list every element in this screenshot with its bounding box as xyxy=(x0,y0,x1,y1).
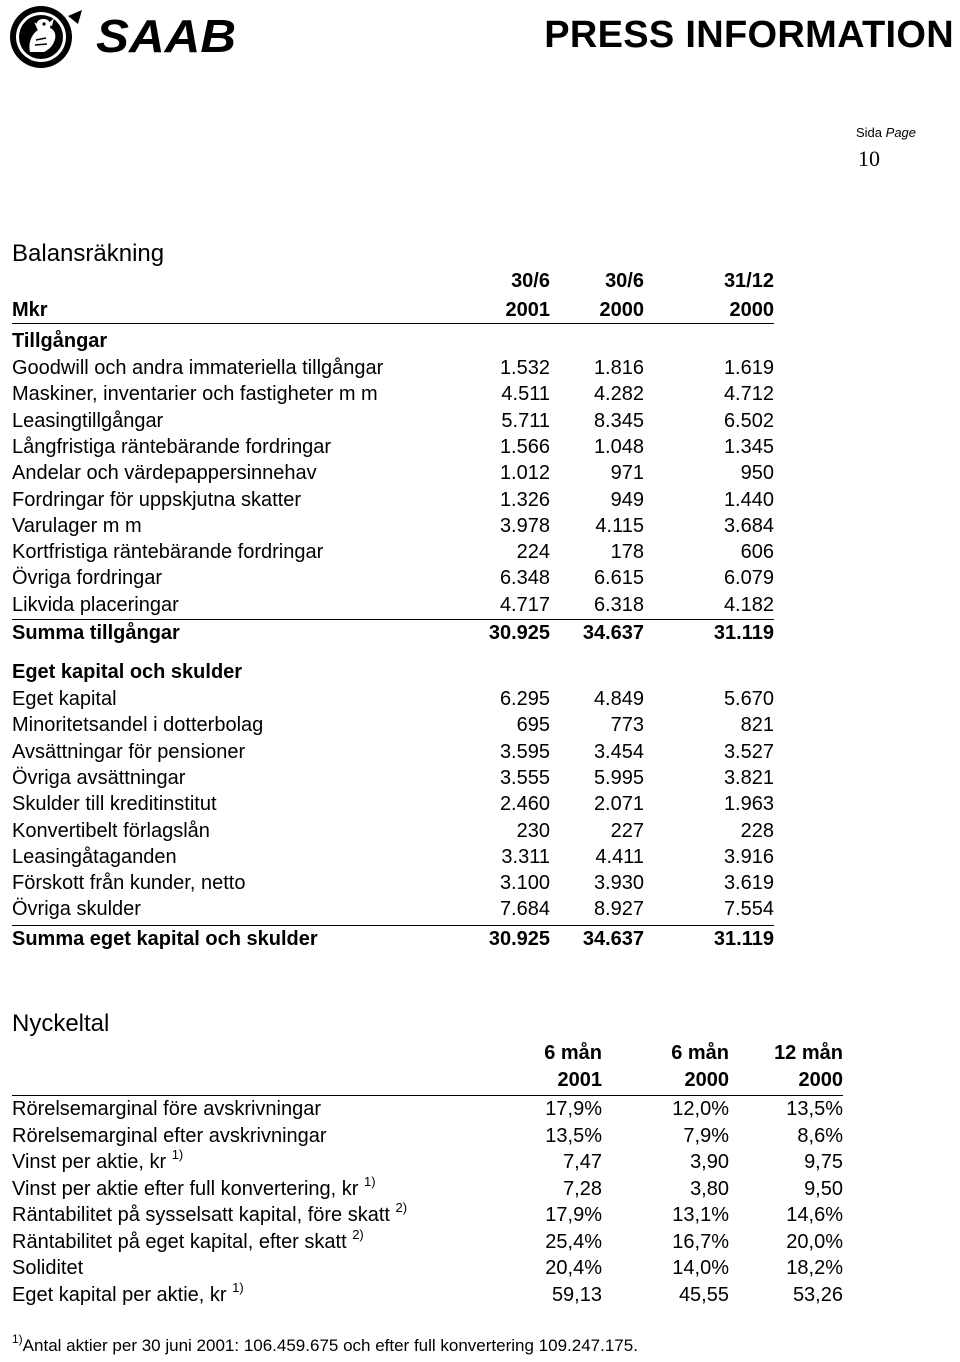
key-figure-row xyxy=(12,1226,843,1255)
asset-row xyxy=(12,487,774,513)
liability-row xyxy=(12,765,774,791)
key-figure-row-value-1: 59,13 xyxy=(551,1283,602,1306)
saab-griffin-emblem xyxy=(8,4,86,70)
liability-row-value-3: 5.670 xyxy=(723,688,774,710)
liability-row-value-3: 821 xyxy=(740,714,774,737)
liability-row-value-1: 7.684 xyxy=(499,898,550,921)
balance-sheet-heading: Balansräkning xyxy=(12,240,165,267)
asset-row-label: Långfristiga räntebärande fordringar xyxy=(12,435,332,458)
asset-row-value-2: 949 xyxy=(610,488,644,511)
asset-row-value-1: 1.012 xyxy=(499,462,550,485)
asset-row-value-3: 950 xyxy=(740,462,774,485)
key-figure-row xyxy=(12,1279,843,1308)
assets-total-row-label: Summa tillgångar xyxy=(12,622,180,644)
asset-row-value-3: 6.502 xyxy=(723,409,774,432)
asset-row xyxy=(12,565,774,591)
balance-col-header-line2-label: Mkr xyxy=(12,299,48,321)
key-col-header-line2 xyxy=(12,1067,843,1093)
asset-row-value-3: 4.182 xyxy=(723,593,774,616)
balance-col-header-line2-value-2: 2000 xyxy=(599,299,644,321)
key-figure-row-label-text: Räntabilitet på sysselsatt kapital, före skatt xyxy=(12,1204,390,1226)
key-figure-row-label xyxy=(12,1202,407,1230)
liability-row-label: Förskott från kunder, netto xyxy=(12,872,246,895)
assets-total-rule xyxy=(12,619,774,620)
key-col-header-line1-value-1: 6 mån xyxy=(544,1042,602,1064)
liability-row-value-2: 4.849 xyxy=(593,688,644,710)
key-figure-row-value-2: 3,90 xyxy=(690,1151,729,1173)
balance-col-header-line1-value-1: 30/6 xyxy=(511,270,550,292)
key-figure-row-value-3: 20,0% xyxy=(786,1230,843,1253)
liability-row-label: Eget kapital xyxy=(12,688,117,710)
liabilities-total-row-value-3: 31.119 xyxy=(713,928,774,950)
balance-header-rule xyxy=(12,323,774,324)
liability-row-label: Övriga avsättningar xyxy=(12,766,186,789)
key-figure-row-value-2: 12,0% xyxy=(672,1098,729,1120)
asset-row-value-2: 1.048 xyxy=(593,435,644,458)
asset-row-value-3: 6.079 xyxy=(723,567,774,590)
liability-row-value-3: 3.916 xyxy=(723,845,774,868)
liability-row-value-2: 3.454 xyxy=(593,740,644,763)
liability-row-label: Skulder till kreditinstitut xyxy=(12,793,217,816)
liabilities-total-row-value-1: 30.925 xyxy=(488,928,550,950)
liability-row xyxy=(12,870,774,896)
liability-row-value-1: 3.100 xyxy=(499,872,550,895)
key-figure-row-value-2: 14,0% xyxy=(672,1257,729,1279)
page-label-en: Page xyxy=(885,125,917,140)
key-figures-heading: Nyckeltal xyxy=(12,1010,110,1037)
asset-row-value-2: 971 xyxy=(610,462,644,485)
key-figure-row xyxy=(12,1149,843,1175)
key-figure-row-label: Rörelsemarginal före avskrivningar xyxy=(12,1098,322,1120)
asset-row-label: Likvida placeringar xyxy=(12,593,179,616)
page-number: 10 xyxy=(858,146,880,171)
key-figure-row xyxy=(12,1173,843,1202)
assets-total-row-value-2: 34.637 xyxy=(582,622,644,644)
liability-row-label: Avsättningar för pensioner xyxy=(12,740,246,763)
liability-row-label: Minoritetsandel i dotterbolag xyxy=(12,714,264,737)
key-figure-row-label xyxy=(12,1279,244,1310)
liability-row-value-2: 227 xyxy=(610,819,644,842)
footnote xyxy=(12,1332,638,1356)
key-figure-row-footnote-ref: 2) xyxy=(395,1200,408,1215)
assets-heading xyxy=(12,328,774,354)
key-figure-row-value-1: 17,9% xyxy=(545,1098,602,1120)
key-figure-row-value-3: 9,50 xyxy=(804,1177,843,1200)
balance-col-header-line1-value-2: 30/6 xyxy=(605,270,644,292)
liability-row-value-1: 2.460 xyxy=(499,793,550,816)
asset-row-label: Övriga fordringar xyxy=(12,567,163,590)
liability-row xyxy=(12,686,774,712)
liability-row-value-2: 773 xyxy=(610,714,644,737)
balance-col-header-line1 xyxy=(12,268,774,294)
key-figure-row-value-3: 13,5% xyxy=(786,1098,843,1120)
liabilities-total-row-label: Summa eget kapital och skulder xyxy=(12,928,318,950)
key-col-header-line1 xyxy=(12,1040,843,1066)
liabilities-heading-label: Eget kapital och skulder xyxy=(12,661,243,683)
liability-row-value-1: 3.311 xyxy=(501,845,550,868)
liability-row-value-1: 3.595 xyxy=(499,740,550,763)
asset-row-value-1: 5.711 xyxy=(501,409,550,432)
asset-row-value-2: 8.345 xyxy=(593,409,644,432)
key-figure-row xyxy=(12,1202,843,1228)
key-figure-row-footnote-ref: 1) xyxy=(364,1173,376,1189)
asset-row-value-2: 4.282 xyxy=(593,383,644,406)
key-col-header-line1-value-3: 12 mån xyxy=(774,1042,843,1064)
asset-row xyxy=(12,592,774,618)
liabilities-total-row-value-2: 34.637 xyxy=(582,928,644,950)
liability-row-value-3: 228 xyxy=(740,819,774,842)
liability-row-value-2: 5.995 xyxy=(593,766,644,789)
balance-col-header-line2-value-1: 2001 xyxy=(505,299,550,321)
asset-row xyxy=(12,434,774,460)
key-figure-row-footnote-ref: 1) xyxy=(171,1147,184,1162)
liability-row-value-1: 3.555 xyxy=(499,766,550,789)
assets-heading-label: Tillgångar xyxy=(12,330,108,352)
key-figure-row-value-2: 45,55 xyxy=(678,1283,729,1306)
key-figure-row-value-3: 8,6% xyxy=(797,1124,843,1147)
key-figure-row-label: Rörelsemarginal efter avskrivningar xyxy=(12,1124,327,1147)
liability-row-label: Leasingåtaganden xyxy=(12,845,177,868)
assets-total-row-value-1: 30.925 xyxy=(488,622,550,644)
key-figure-row-label: Soliditet xyxy=(12,1257,84,1279)
key-figure-row-label xyxy=(12,1226,364,1257)
liability-row-label: Övriga skulder xyxy=(12,898,141,921)
asset-row-value-3: 3.684 xyxy=(723,514,774,537)
page-label-sv: Sida xyxy=(856,125,883,140)
assets-total-row xyxy=(12,620,774,646)
footnote-text: Antal aktier per 30 juni 2001: 106.459.675 och efter full konvertering 109.247.175. xyxy=(22,1336,638,1355)
liability-row-value-2: 4.411 xyxy=(595,845,644,868)
liability-row-value-3: 3.527 xyxy=(723,740,774,763)
key-figure-row-value-1: 17,9% xyxy=(545,1204,602,1226)
liability-row-value-3: 3.619 xyxy=(723,872,774,895)
liability-row-value-2: 3.930 xyxy=(593,872,644,895)
asset-row-value-2: 4.115 xyxy=(595,514,644,537)
balance-col-header-line1-value-3: 31/12 xyxy=(723,270,774,292)
key-col-header-line2-value-2: 2000 xyxy=(684,1069,729,1091)
key-figure-row xyxy=(12,1255,843,1281)
key-col-header-line2-value-1: 2001 xyxy=(557,1069,602,1091)
asset-row-value-1: 1.532 xyxy=(499,357,550,379)
asset-row xyxy=(12,355,774,381)
liability-row-value-1: 6.295 xyxy=(499,688,550,710)
press-information-title: PRESS INFORMATION xyxy=(544,14,954,56)
asset-row-value-2: 6.318 xyxy=(593,593,644,616)
key-figure-row-footnote-ref: 2) xyxy=(352,1226,364,1242)
liabilities-total-rule xyxy=(12,925,774,926)
key-col-header-line1-value-2: 6 mån xyxy=(671,1042,729,1064)
key-figure-row-label xyxy=(12,1149,183,1177)
key-figure-row-label-text: Vinst per aktie efter full konvertering, kr xyxy=(12,1177,359,1200)
liabilities-heading xyxy=(12,659,774,685)
key-figure-row-label-text: Eget kapital per aktie, kr xyxy=(12,1283,227,1306)
key-figure-row xyxy=(12,1123,843,1149)
balance-col-header-line2 xyxy=(12,297,774,323)
asset-row xyxy=(12,408,774,434)
asset-row-value-1: 1.566 xyxy=(499,435,550,458)
asset-row-value-1: 224 xyxy=(516,541,550,564)
liability-row xyxy=(12,844,774,870)
liability-row xyxy=(12,818,774,844)
asset-row-value-1: 4.511 xyxy=(501,383,550,406)
asset-row-label: Kortfristiga räntebärande fordringar xyxy=(12,541,324,564)
asset-row-label: Goodwill och andra immateriella tillgångar xyxy=(12,357,384,379)
key-figure-row-label-text: Vinst per aktie, kr xyxy=(12,1151,167,1173)
key-figure-row-footnote-ref: 1) xyxy=(232,1279,244,1295)
asset-row xyxy=(12,460,774,486)
asset-row-value-1: 3.978 xyxy=(499,514,550,537)
key-figure-row-value-3: 18,2% xyxy=(786,1257,843,1279)
asset-row-label: Fordringar för uppskjutna skatter xyxy=(12,488,302,511)
asset-row-value-2: 178 xyxy=(610,541,644,564)
liability-row xyxy=(12,739,774,765)
key-figure-row xyxy=(12,1096,843,1122)
svg-text:SAAB: SAAB xyxy=(96,12,236,58)
liability-row-value-1: 230 xyxy=(516,819,550,842)
asset-row-label: Andelar och värdepappersinnehav xyxy=(12,462,317,485)
key-figure-row-value-3: 53,26 xyxy=(792,1283,843,1306)
key-col-header-line2-value-3: 2000 xyxy=(798,1069,843,1091)
key-figure-row-value-1: 25,4% xyxy=(545,1230,602,1253)
key-figures-header-rule xyxy=(12,1095,843,1096)
liabilities-total-row xyxy=(12,926,774,952)
key-figure-row-value-1: 7,47 xyxy=(563,1151,602,1173)
liability-row-value-3: 1.963 xyxy=(723,793,774,816)
liability-row-label: Konvertibelt förlagslån xyxy=(12,819,210,842)
key-figure-row-value-2: 3,80 xyxy=(690,1177,729,1200)
asset-row-value-2: 1.816 xyxy=(593,357,644,379)
key-figure-row-value-2: 13,1% xyxy=(672,1204,729,1226)
footnote-marker: 1) xyxy=(12,1332,23,1346)
key-figure-row-value-1: 20,4% xyxy=(545,1257,602,1279)
asset-row-value-1: 1.326 xyxy=(499,488,550,511)
asset-row-label: Varulager m m xyxy=(12,514,142,537)
key-figure-row-value-1: 13,5% xyxy=(545,1124,602,1147)
key-figure-row-value-1: 7,28 xyxy=(563,1177,602,1200)
asset-row-value-3: 1.440 xyxy=(723,488,774,511)
asset-row-value-2: 6.615 xyxy=(593,567,644,590)
asset-row xyxy=(12,381,774,407)
assets-total-row-value-3: 31.119 xyxy=(713,622,774,644)
asset-row-value-3: 606 xyxy=(740,541,774,564)
key-figure-row-label xyxy=(12,1173,376,1204)
asset-row xyxy=(12,513,774,539)
page-label xyxy=(856,125,916,140)
key-figure-row-value-2: 16,7% xyxy=(672,1230,729,1253)
liability-row xyxy=(12,712,774,738)
liability-row-value-2: 2.071 xyxy=(593,793,644,816)
liability-row-value-3: 3.821 xyxy=(723,766,774,789)
saab-wordmark xyxy=(96,12,236,58)
key-figure-row-value-3: 14,6% xyxy=(786,1204,843,1226)
liability-row xyxy=(12,791,774,817)
asset-row-label: Leasingtillgångar xyxy=(12,409,164,432)
asset-row-value-3: 1.619 xyxy=(723,357,774,379)
liability-row xyxy=(12,896,774,922)
asset-row xyxy=(12,539,774,565)
key-figure-row-value-3: 9,75 xyxy=(804,1151,843,1173)
key-figure-row-value-2: 7,9% xyxy=(683,1124,729,1147)
key-figure-row-label-text: Räntabilitet på eget kapital, efter skatt xyxy=(12,1230,347,1253)
asset-row-value-1: 6.348 xyxy=(499,567,550,590)
liability-row-value-3: 7.554 xyxy=(723,898,774,921)
liability-row-value-2: 8.927 xyxy=(593,898,644,921)
balance-col-header-line2-value-3: 2000 xyxy=(729,299,774,321)
asset-row-value-1: 4.717 xyxy=(499,593,550,616)
asset-row-label: Maskiner, inventarier och fastigheter m m xyxy=(12,383,378,406)
liability-row-value-1: 695 xyxy=(516,714,550,737)
asset-row-value-3: 1.345 xyxy=(723,435,774,458)
asset-row-value-3: 4.712 xyxy=(723,383,774,406)
